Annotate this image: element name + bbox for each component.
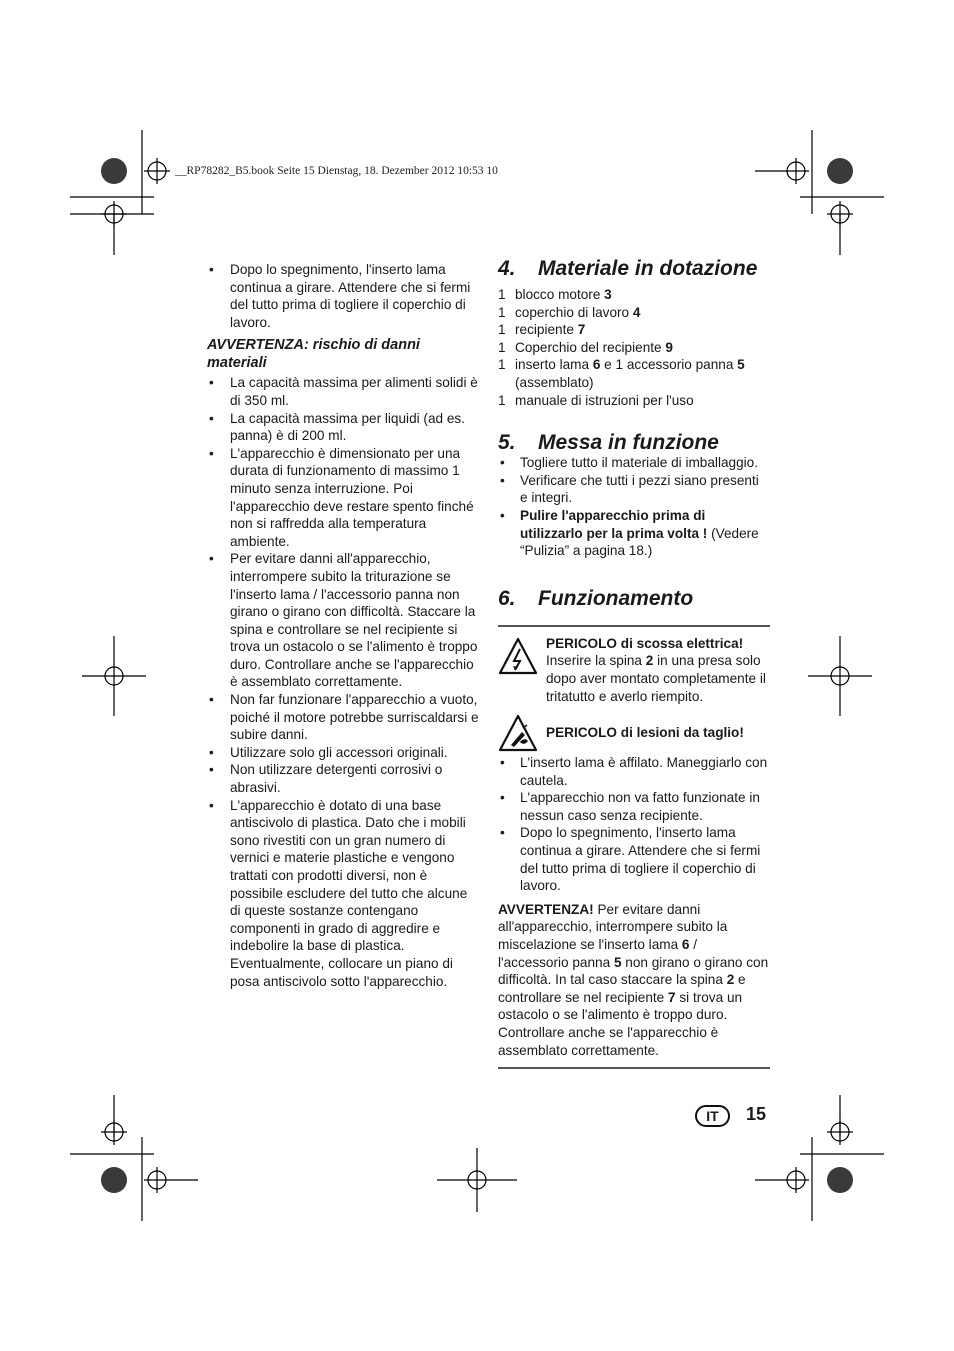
list-item: • Dopo lo spegnimento, l'inserto lama continua a girare. Attendere che si fermi del tutto prima di togliere il coperchio di lavoro. <box>207 261 479 331</box>
warning-text: e controllare se nel recipiente <box>498 972 746 1005</box>
list-item: • L'apparecchio è dotato di una base antiscivolo di plastica. Dato che i mobili sono rivestiti con un gran numero di vernici e materie plastiche e vengono trattati con prodotti diversi, non è possibile escludere del tutto che alcune di queste sostanze contengano componenti in grado di aggredire e indebolire la base di plastica. Eventualmente, collocare un piano di posa antiscivolo sotto l'apparecchio. <box>207 797 479 991</box>
item-qty: 1 <box>498 392 506 408</box>
item-text: Coperchio del recipiente <box>515 339 666 355</box>
warning-label: AVVERTENZA! <box>498 901 594 917</box>
section-number: 4. <box>498 257 516 280</box>
item-text: recipiente <box>515 322 578 338</box>
danger-text-part: Inserire la spina <box>546 653 646 669</box>
list-item: • Non far funzionare l'apparecchio a vuoto, poiché il motore potrebbe surriscaldarsi e subire danni. <box>207 691 479 744</box>
danger-text-part: in una presa solo dopo aver montato completamente il tritatutto e averlo riempito. <box>546 653 766 704</box>
list-item: • Dopo lo spegnimento, l'inserto lama continua a girare. Attendere che si fermi del tutto prima di togliere il coperchio di lavoro. <box>498 824 770 894</box>
intro-list <box>207 261 479 331</box>
warning-list <box>207 374 479 990</box>
item-qty: 1 <box>498 287 506 302</box>
list-item: • L'inserto lama è affilato. Maneggiarlo con cautela. <box>498 754 770 789</box>
page-number: 15 <box>746 1104 767 1124</box>
list-item <box>498 392 770 410</box>
operation-warning <box>498 901 770 1069</box>
item-qty: 1 <box>498 357 506 373</box>
danger-title: PERICOLO di lesioni da taglio! <box>546 725 744 741</box>
section-number: 6. <box>498 586 516 610</box>
list-item: • Per evitare danni all'apparecchio, interrompere subito la triturazione se l'inserto lama / l'accessorio panna non girano o girano con difficoltà. Staccare la spina e controllare se nel recipiente si trova un ostacolo o se l'alimento è troppo duro. Controllare anche se l'apparecchio è assemblato correttamente. <box>207 550 479 691</box>
item-ref: 5 <box>737 357 745 373</box>
left-column <box>207 261 479 990</box>
warning-text: Per evitare danni all'apparecchio, interrompere subito la miscelazione se l'inserto lama <box>498 901 728 953</box>
cut-hazard-list <box>498 754 770 895</box>
item-ref: 9 <box>665 339 673 355</box>
list-item <box>498 507 770 560</box>
warning-heading: AVVERTENZA: rischio di danni materiali <box>207 337 420 372</box>
section-heading-6 <box>498 588 770 610</box>
warning-text: si trova un ostacolo o se l'alimento è troppo duro. Controllare anche se l'apparecchio è assemblato correttamente. <box>498 989 743 1058</box>
list-item <box>498 356 770 391</box>
list-item <box>498 286 770 304</box>
list-item <box>498 304 770 322</box>
section-title: Messa in funzione <box>538 431 719 455</box>
item-ref: 6 <box>681 937 690 953</box>
item-text: e 1 accessorio panna <box>600 357 738 373</box>
cut-hazard-icon <box>498 714 538 754</box>
item-qty: 1 <box>498 339 506 355</box>
danger-text <box>546 652 770 705</box>
safety-notices <box>498 625 770 1069</box>
list-item: • L'apparecchio è dimensionato per una durata di funzionamento di massimo 1 minuto senza interruzione. Poi l'apparecchio deve restare spento finché non si raffredda alla temperatura ambiente. <box>207 445 479 551</box>
section-title: Materiale in dotazione <box>538 257 758 280</box>
danger-notice-cut <box>498 712 770 754</box>
item-text: blocco motore <box>515 287 605 302</box>
list-item <box>498 321 770 339</box>
item-text: inserto lama <box>515 357 593 373</box>
item-ref: 5 <box>613 954 622 970</box>
supplied-items-list <box>498 286 770 409</box>
item-qty: 1 <box>498 304 506 320</box>
list-item: • La capacità massima per liquidi (ad es. panna) è di 200 ml. <box>207 410 479 445</box>
list-item <box>498 339 770 357</box>
item-qty: 1 <box>498 322 506 338</box>
list-item: • Togliere tutto il materiale di imballaggio. <box>498 454 770 472</box>
item-ref: 6 <box>592 357 601 373</box>
list-item: • Utilizzare solo gli accessori originali. <box>207 744 479 762</box>
item-ref: 7 <box>668 989 676 1005</box>
item-ref: 4 <box>632 304 641 320</box>
item-text: (assemblato) <box>515 374 594 390</box>
print-job-header: __RP78282_B5.book Seite 15 Dienstag, 18. Dezember 2012 10:53 10 <box>175 165 498 177</box>
reference-text: (Vedere “Pulizia” a pagina 18.) <box>520 525 759 559</box>
section-heading-4 <box>498 258 770 280</box>
item-text: manuale di istruzioni per l'uso <box>515 392 694 408</box>
section-number: 5. <box>498 431 516 455</box>
section-heading-5 <box>498 432 770 454</box>
warning-text: / l'accessorio panna <box>498 937 698 970</box>
list-item: • La capacità massima per alimenti solidi è di 350 ml. <box>207 374 479 409</box>
item-ref: 2 <box>645 653 654 669</box>
emphasis-text: Pulire l'apparecchio prima di utilizzarlo per la prima volta ! <box>520 507 708 541</box>
danger-title: PERICOLO di scossa elettrica! <box>546 635 744 651</box>
item-ref: 7 <box>577 322 586 338</box>
item-text: coperchio di lavoro <box>515 304 633 320</box>
warning-text: non girano o girano con difficoltà. In tal caso staccare la spina <box>498 954 769 988</box>
list-item: • L'apparecchio non va fatto funzionate in nessun caso senza recipiente. <box>498 789 770 824</box>
setup-list <box>498 454 770 560</box>
list-item: • Verificare che tutti i pezzi siano presenti e integri. <box>498 472 770 507</box>
item-ref: 2 <box>726 972 735 988</box>
item-ref: 3 <box>604 287 612 302</box>
danger-notice-electric <box>498 635 770 705</box>
right-column <box>498 258 770 1069</box>
language-badge: IT <box>695 1105 730 1127</box>
section-title: Funzionamento <box>538 586 694 610</box>
electric-hazard-icon <box>498 637 538 677</box>
list-item: • Non utilizzare detergenti corrosivi o abrasivi. <box>207 761 479 796</box>
